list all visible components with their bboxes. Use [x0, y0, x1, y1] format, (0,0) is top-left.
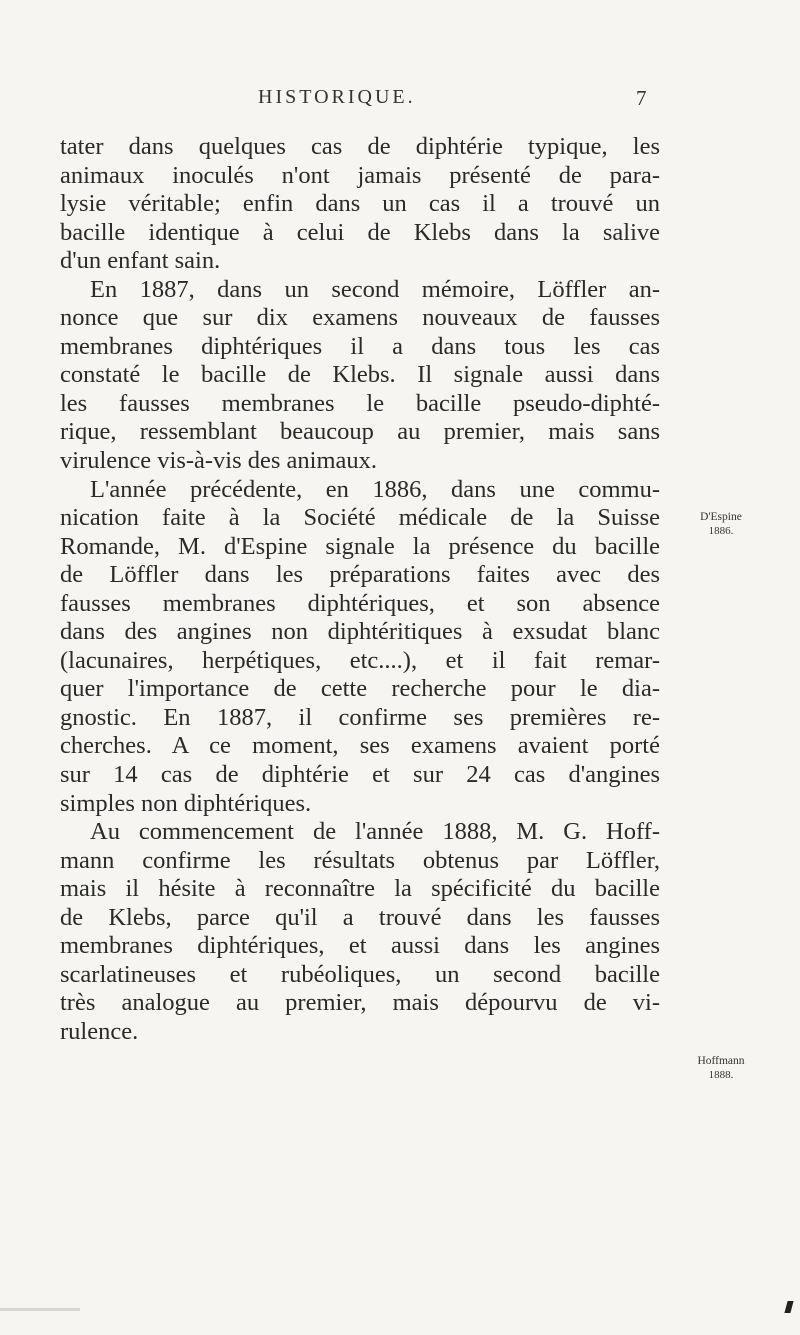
- text-line: bacille identique à celui de Klebs dans la salive: [60, 218, 660, 246]
- margin-note-year: 1888.: [708, 1069, 734, 1081]
- text-line: lysie véritable; enfin dans un cas il a trouvé un: [60, 190, 660, 218]
- text-line: cherches. A ce moment, ses examens avaient porté: [60, 732, 660, 760]
- text-line: mais il hésite à reconnaître la spécificité du bacille: [60, 875, 660, 903]
- text-line: d'un enfant sain.: [60, 247, 221, 275]
- page-number: 7: [636, 86, 647, 110]
- text-line: scarlatineuses et rubéoliques, un second bacille: [60, 960, 660, 988]
- text-line: rulence.: [60, 1017, 139, 1045]
- text-line: sur 14 cas de diphtérie et sur 24 cas d'angines: [60, 761, 660, 789]
- text-line: fausses membranes diphtériques, et son absence: [60, 589, 660, 617]
- text-line: les fausses membranes le bacille pseudo-diphté-: [60, 389, 660, 417]
- text-line: nication faite à la Société médicale de la Suisse: [60, 504, 660, 532]
- text-line: membranes diphtériques, et aussi dans les angines: [60, 932, 660, 960]
- margin-note-name: Hoffmann: [697, 1055, 745, 1067]
- text-line: rique, ressemblant beaucoup au premier, mais sans: [60, 418, 660, 446]
- margin-note-hoffmann: [676, 1054, 766, 1082]
- text-line: très analogue au premier, mais dépourvu de vi-: [60, 989, 660, 1017]
- text-line: En 1887, dans un second mémoire, Löffler an-: [90, 275, 660, 303]
- text-line: animaux inoculés n'ont jamais présenté de para-: [60, 161, 660, 189]
- margin-note-year: 1886.: [708, 525, 734, 537]
- margin-note-name: D'Espine: [700, 511, 742, 523]
- scan-corner-mark: [784, 1301, 793, 1313]
- text-line: quer l'importance de cette recherche pour le dia-: [60, 675, 660, 703]
- text-line: (lacunaires, herpétiques, etc....), et il fait remar-: [60, 646, 660, 674]
- text-line: Au commencement de l'année 1888, M. G. Hoff-: [90, 818, 660, 846]
- text-line: mann confirme les résultats obtenus par Löffler,: [60, 846, 660, 874]
- text-line: gnostic. En 1887, il confirme ses premières re-: [60, 703, 660, 731]
- text-line: constaté le bacille de Klebs. Il signale aussi dans: [60, 361, 660, 389]
- body-text: [60, 133, 660, 1047]
- text-line: membranes diphtériques il a dans tous les cas: [60, 332, 660, 360]
- text-line: de Klebs, parce qu'il a trouvé dans les fausses: [60, 903, 660, 931]
- text-line: Romande, M. d'Espine signale la présence du bacille: [60, 532, 660, 560]
- text-line: L'année précédente, en 1886, dans une commu-: [90, 475, 660, 503]
- text-line: dans des angines non diphtéritiques à exsudat blanc: [60, 618, 660, 646]
- page-header: [0, 86, 800, 116]
- text-line: tater dans quelques cas de diphtérie typique, les: [60, 133, 660, 160]
- text-line: virulence vis-à-vis des animaux.: [60, 447, 378, 475]
- text-line: nonce que sur dix examens nouveaux de fausses: [60, 304, 660, 332]
- margin-note-despine: [676, 510, 766, 538]
- text-line: simples non diphtériques.: [60, 789, 312, 817]
- scan-edge-mark: [0, 1308, 80, 1311]
- text-line: de Löffler dans les préparations faites avec des: [60, 561, 660, 589]
- running-head: HISTORIQUE.: [258, 86, 416, 108]
